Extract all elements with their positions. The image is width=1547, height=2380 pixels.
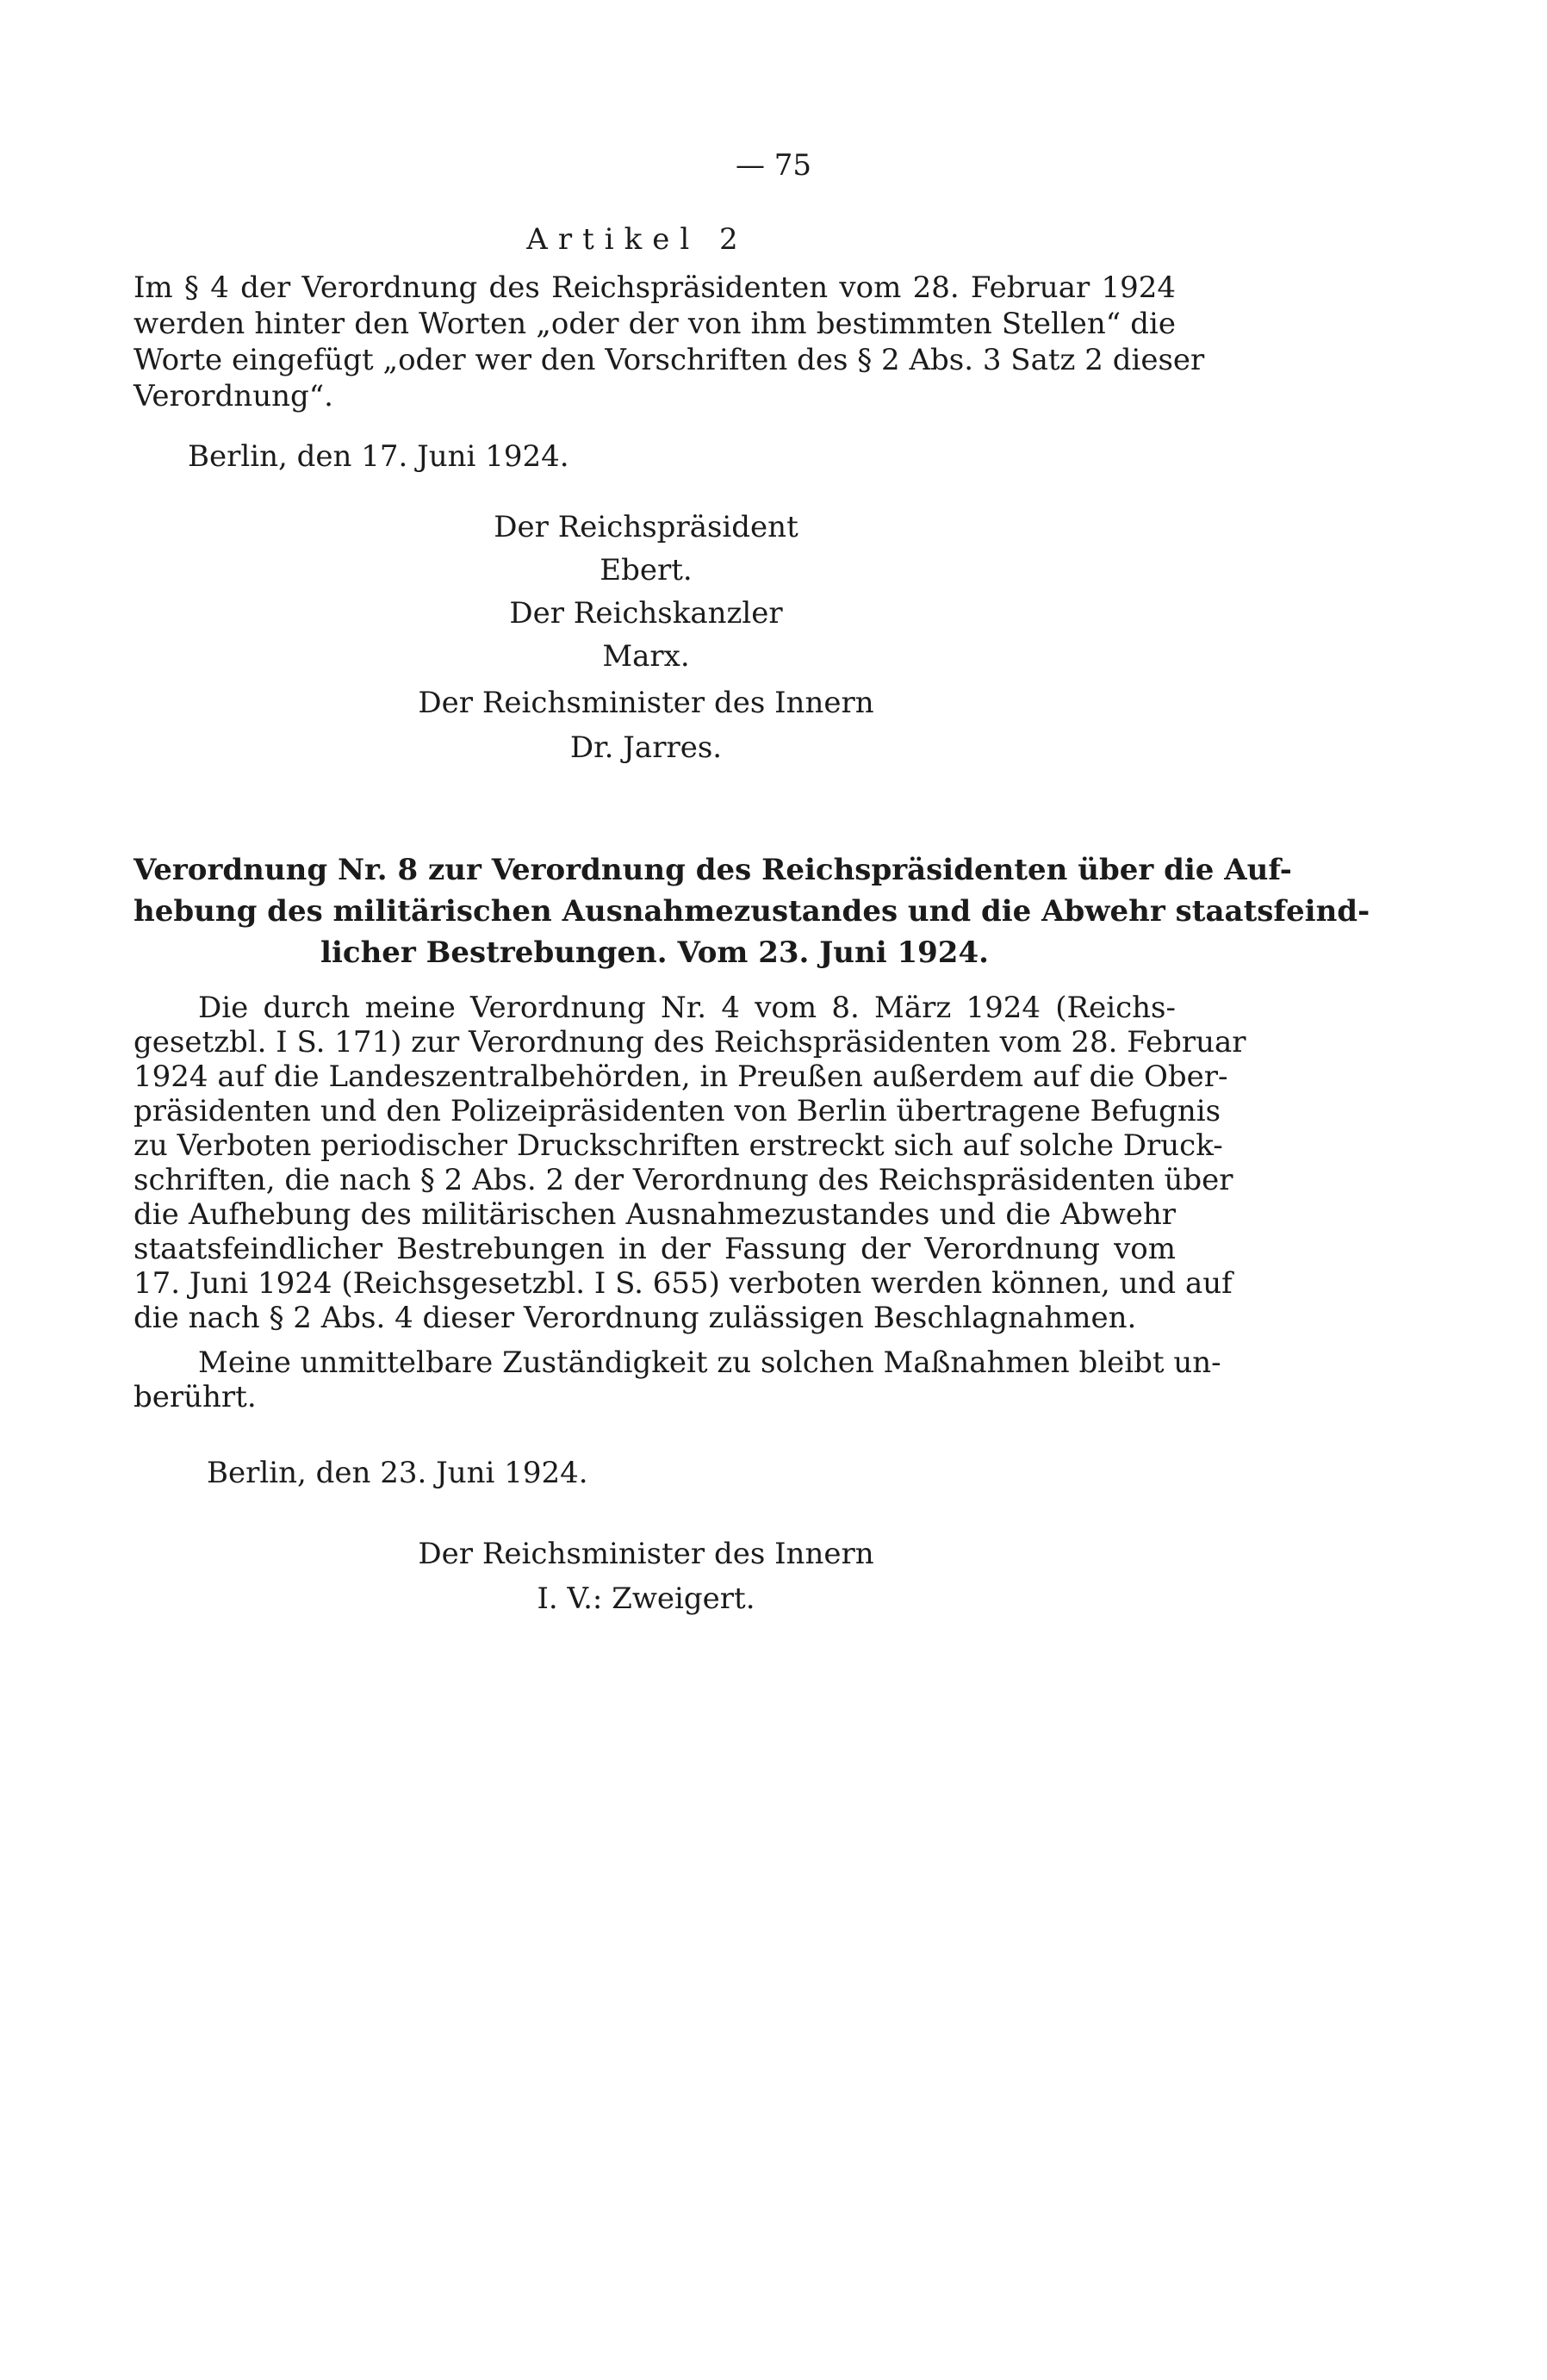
- body-line: präsidenten und den Polizeipräsidenten von Berlin übertragene Befugnis: [134, 1094, 1221, 1128]
- place-date: Berlin, den 17. Juni 1924.: [188, 439, 569, 474]
- body-line: 1924 auf die Landeszentralbehörden, in Preußen außerdem auf die Ober-: [134, 1060, 1228, 1094]
- signature-name: Marx.: [602, 639, 690, 674]
- page-number: — 75: [735, 148, 812, 183]
- ordinance-title: hebung des militärischen Ausnahmezustandes und die Abwehr staatsfeind-: [134, 894, 1370, 929]
- body-line: die nach § 2 Abs. 4 dieser Verordnung zulässigen Beschlagnahmen.: [134, 1301, 1137, 1335]
- body-line: Die durch meine Verordnung Nr. 4 vom 8. März 1924 (Reichs-: [198, 991, 1176, 1025]
- signature-title: Der Reichskanzler: [509, 596, 783, 631]
- signature-title: Der Reichsminister des Innern: [418, 1537, 874, 1571]
- article-line: Worte eingefügt „oder wer den Vorschriften des § 2 Abs. 3 Satz 2 dieser: [134, 343, 1205, 377]
- signature-title: Der Reichspräsident: [494, 510, 798, 544]
- body-line: gesetzbl. I S. 171) zur Verordnung des Reichspräsidenten vom 28. Februar: [134, 1025, 1246, 1060]
- body-line: Meine unmittelbare Zuständigkeit zu solchen Maßnahmen bleibt un-: [198, 1345, 1221, 1380]
- body-line: staatsfeindlicher Bestrebungen in der Fassung der Verordnung vom: [134, 1232, 1176, 1266]
- body-line: 17. Juni 1924 (Reichsgesetzbl. I S. 655) verboten werden können, und auf: [134, 1266, 1233, 1301]
- ordinance-title: Verordnung Nr. 8 zur Verordnung des Reichspräsidenten über die Auf-: [134, 853, 1292, 887]
- ordinance-title: licher Bestrebungen. Vom 23. Juni 1924.: [320, 935, 989, 970]
- article-title: Artikel 2: [526, 222, 749, 257]
- article-line: werden hinter den Worten „oder der von ihm bestimmten Stellen“ die: [134, 307, 1176, 341]
- body-line: schriften, die nach § 2 Abs. 2 der Verordnung des Reichspräsidenten über: [134, 1163, 1233, 1197]
- place-date: Berlin, den 23. Juni 1924.: [207, 1456, 588, 1490]
- article-line: Im § 4 der Verordnung des Reichspräsidenten vom 28. Februar 1924: [134, 270, 1176, 305]
- signature-title: Der Reichsminister des Innern: [418, 686, 874, 720]
- article-line: Verordnung“.: [134, 379, 333, 413]
- signature-name: I. V.: Zweigert.: [537, 1581, 755, 1616]
- body-line: berührt.: [134, 1380, 257, 1414]
- signature-name: Dr. Jarres.: [569, 730, 723, 765]
- signature-name: Ebert.: [600, 553, 693, 587]
- body-line: zu Verboten periodischer Druckschriften erstreckt sich auf solche Druck-: [134, 1128, 1223, 1163]
- body-line: die Aufhebung des militärischen Ausnahmezustandes und die Abwehr: [134, 1197, 1176, 1232]
